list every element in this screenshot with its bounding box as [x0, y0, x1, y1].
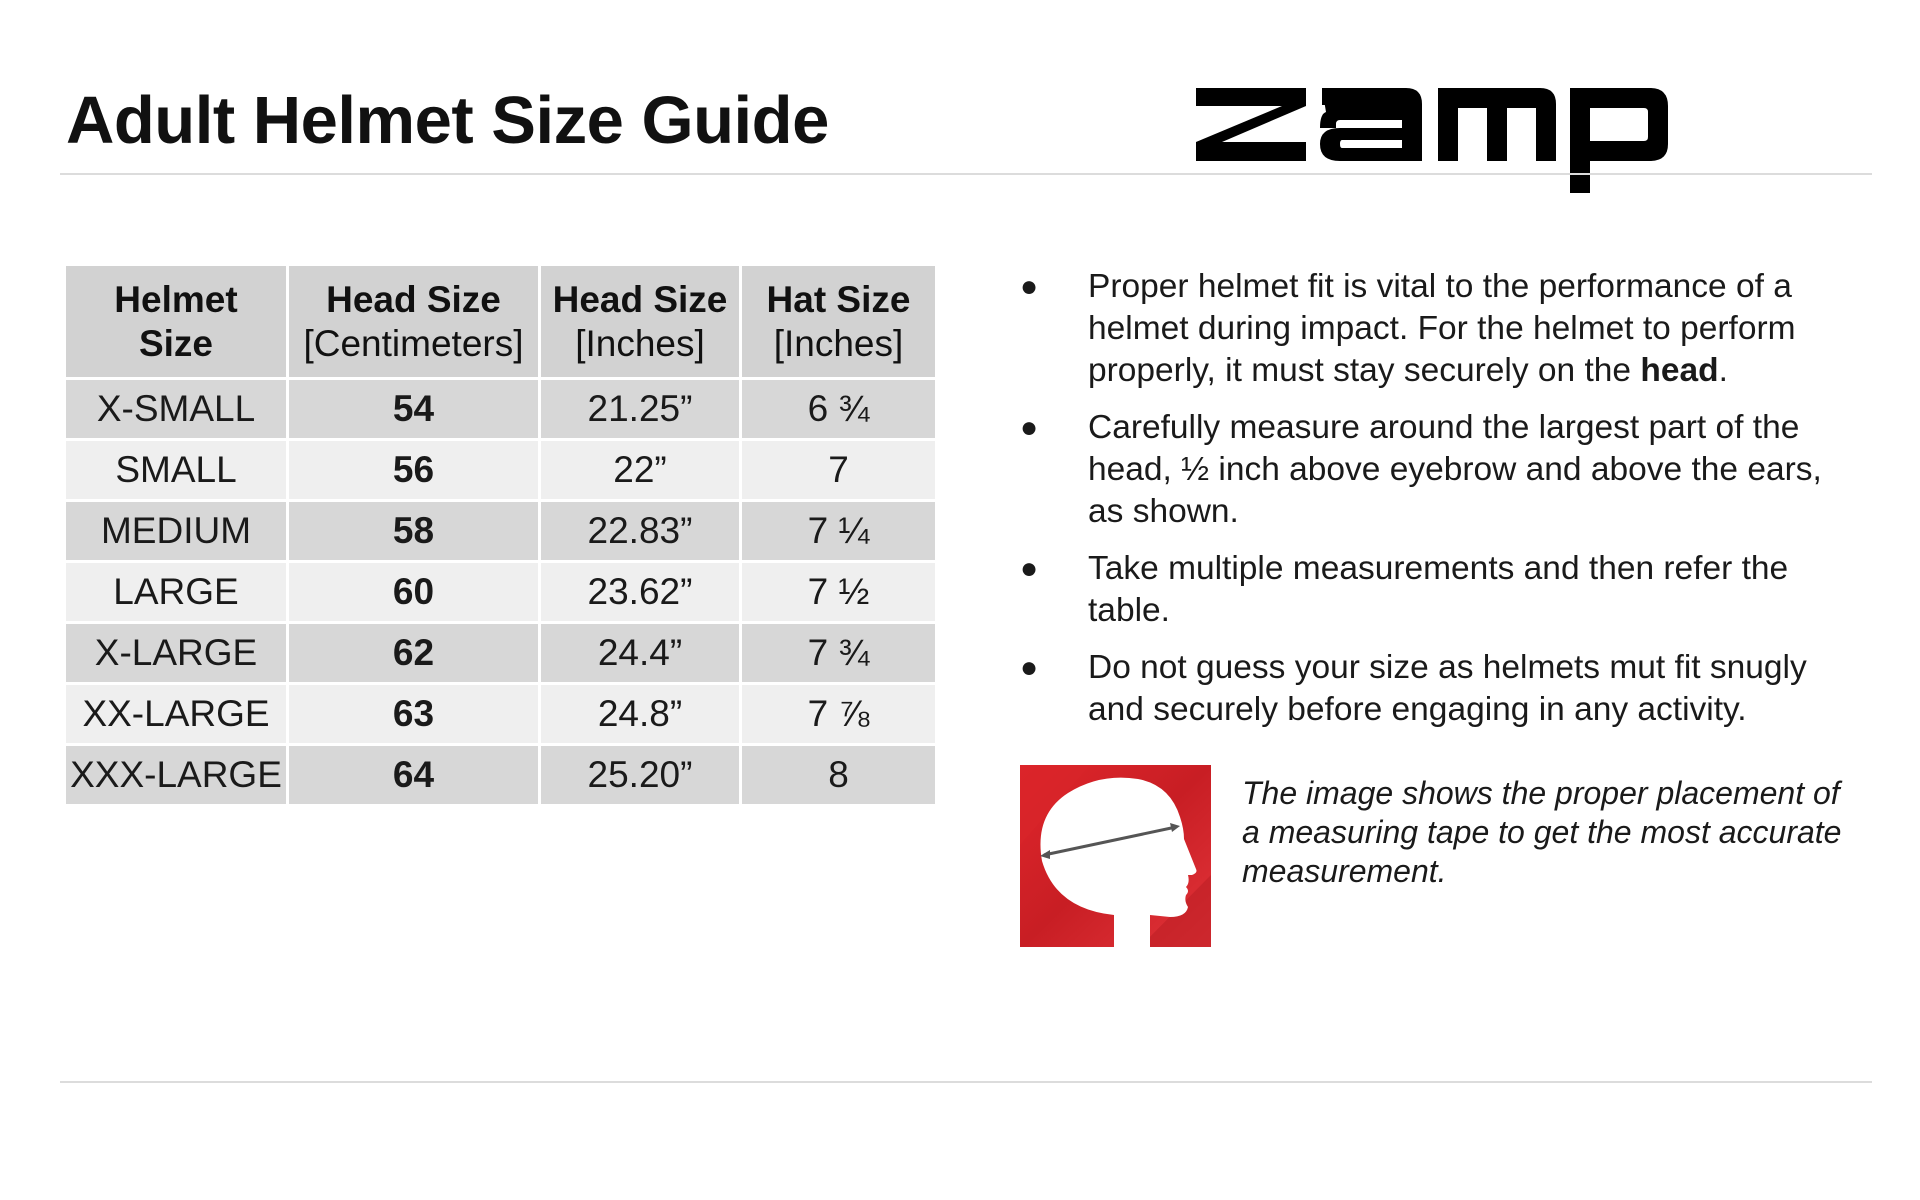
bullet-icon: ●: [1020, 651, 1039, 684]
table-row: [66, 441, 935, 502]
tip-text: Do not guess your size as helmets mut fit snugly and securely before engaging in any activity.: [1088, 649, 1807, 728]
cell-helmet-size: MEDIUM: [66, 502, 289, 563]
cell-head-cm: 64: [289, 746, 541, 804]
bullet-icon: ●: [1020, 552, 1039, 585]
header-hat-size: Hat Size [Inches]: [742, 266, 935, 380]
fit-tips-list: [1020, 266, 1850, 746]
tip-bold-text: head: [1640, 352, 1719, 389]
cell-hat-size: 7 ¾: [742, 624, 935, 685]
cell-helmet-size: XXX-LARGE: [66, 746, 289, 804]
page-title: Adult Helmet Size Guide: [66, 83, 829, 158]
zamp-logo: [1196, 78, 1668, 198]
cell-head-inches: 22”: [541, 441, 742, 502]
cell-head-cm: 58: [289, 502, 541, 563]
cell-helmet-size: SMALL: [66, 441, 289, 502]
cell-head-cm: 56: [289, 441, 541, 502]
bullet-icon: ●: [1020, 411, 1039, 444]
cell-helmet-size: X-LARGE: [66, 624, 289, 685]
table-row: [66, 746, 935, 804]
tip-text: Proper helmet fit is vital to the performance of a helmet during impact. For the helmet to perform properly, it must stay securely on the: [1088, 268, 1796, 389]
cell-hat-size: 7: [742, 441, 935, 502]
tip-text: Take multiple measurements and then refer the table.: [1088, 550, 1789, 629]
cell-head-inches: 23.62”: [541, 563, 742, 624]
header-divider: [60, 173, 1872, 175]
cell-hat-size: 8: [742, 746, 935, 804]
cell-helmet-size: LARGE: [66, 563, 289, 624]
cell-head-inches: 22.83”: [541, 502, 742, 563]
table-row: [66, 502, 935, 563]
cell-helmet-size: X-SMALL: [66, 380, 289, 441]
table-header-row: [66, 266, 935, 380]
cell-helmet-size: XX-LARGE: [66, 685, 289, 746]
header-head-size-cm: Head Size [Centimeters]: [289, 266, 541, 380]
tip-item: [1020, 407, 1850, 533]
table-row: [66, 685, 935, 746]
cell-hat-size: 7 ⅞: [742, 685, 935, 746]
table-row: [66, 624, 935, 685]
image-caption: The image shows the proper placement of a measuring tape to get the most accurate measurement.: [1242, 775, 1842, 889]
table-row: [66, 380, 935, 441]
cell-hat-size: 6 ¾: [742, 380, 935, 441]
cell-head-inches: 24.8”: [541, 685, 742, 746]
cell-head-cm: 63: [289, 685, 541, 746]
bullet-icon: ●: [1020, 270, 1039, 303]
head-measurement-icon: [1020, 765, 1211, 947]
footer-divider: [60, 1081, 1872, 1083]
cell-head-inches: 25.20”: [541, 746, 742, 804]
tip-item: [1020, 548, 1850, 632]
cell-head-inches: 24.4”: [541, 624, 742, 685]
cell-head-cm: 60: [289, 563, 541, 624]
header-head-size-inches: Head Size [Inches]: [541, 266, 742, 380]
cell-head-inches: 21.25”: [541, 380, 742, 441]
cell-hat-size: 7 ¼: [742, 502, 935, 563]
tip-text: Carefully measure around the largest part of the head, ½ inch above eyebrow and above the ears, as shown.: [1088, 409, 1822, 530]
helmet-size-table: [66, 266, 935, 804]
cell-hat-size: 7 ½: [742, 563, 935, 624]
table-row: [66, 563, 935, 624]
cell-head-cm: 62: [289, 624, 541, 685]
cell-head-cm: 54: [289, 380, 541, 441]
tip-text-end: .: [1718, 352, 1728, 389]
tip-item: [1020, 266, 1850, 392]
tip-item: [1020, 647, 1850, 731]
header-helmet-size: Helmet Size: [66, 266, 289, 380]
